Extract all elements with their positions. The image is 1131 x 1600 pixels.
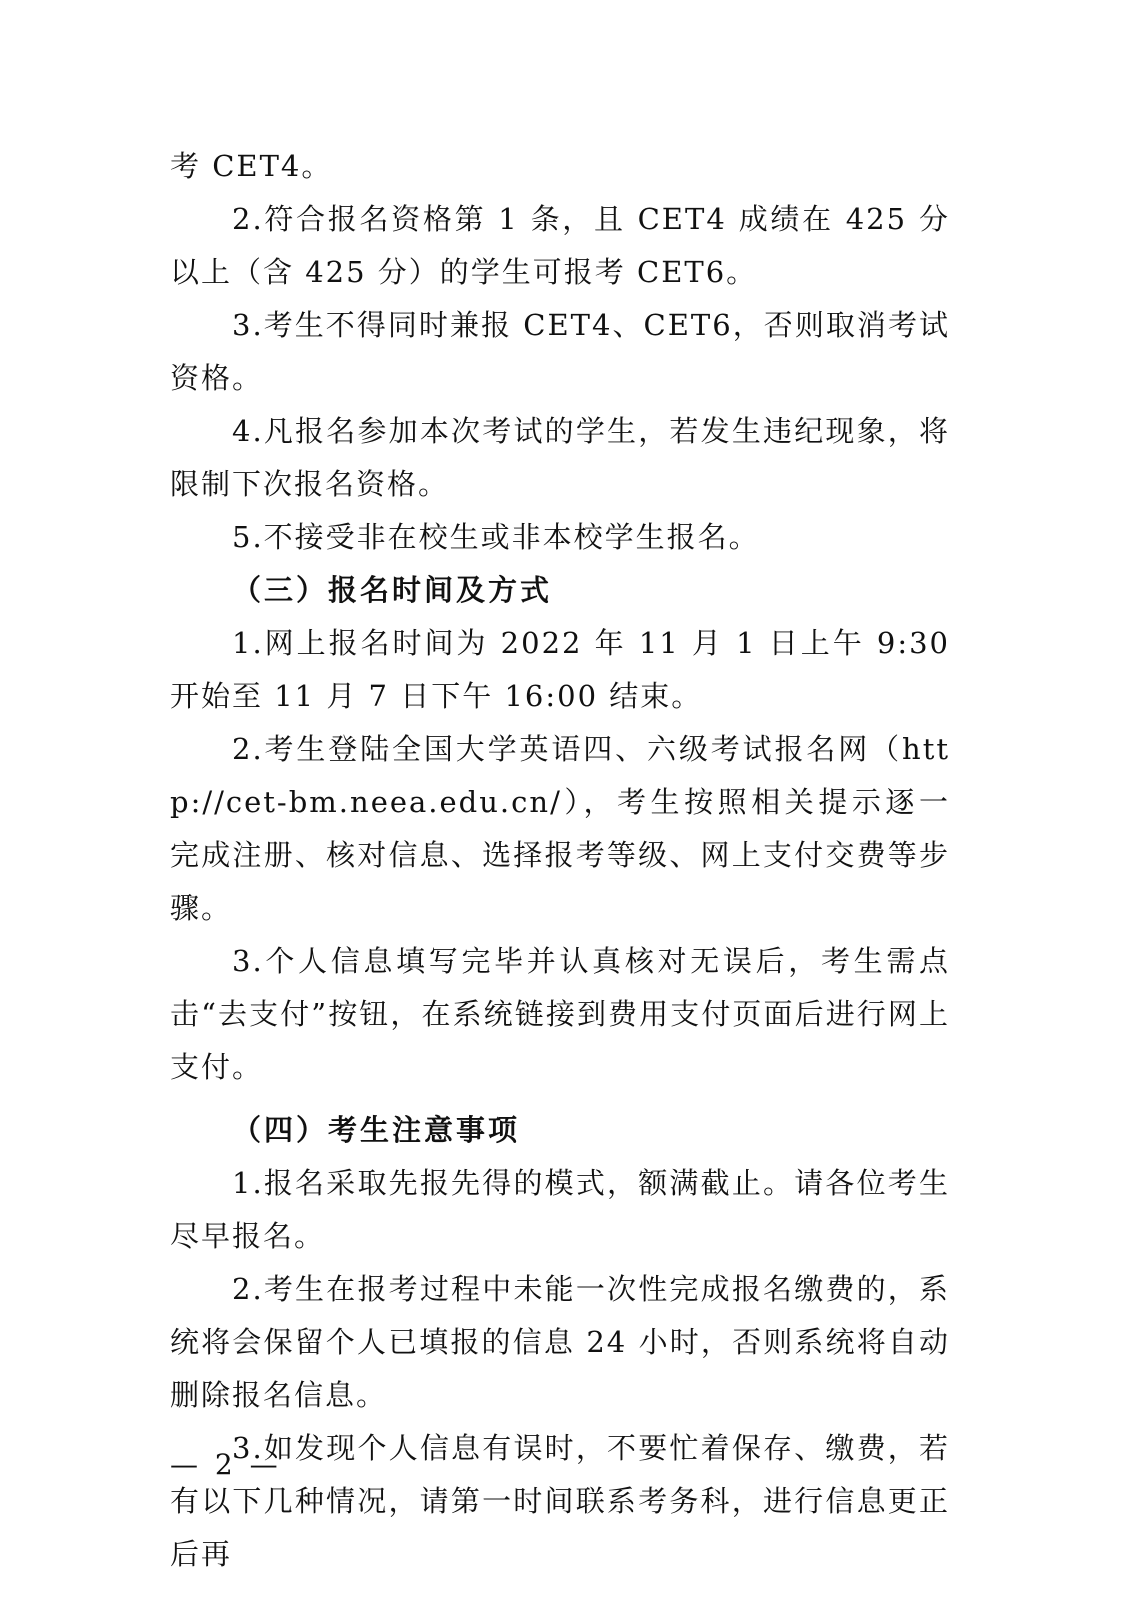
paragraph-no-dual-registration: 3.考生不得同时兼报 CET4、CET6，否则取消考试资格。 bbox=[170, 308, 950, 395]
paragraph-first-come-first-served: 1.报名采取先报先得的模式，额满截止。请各位考生尽早报名。 bbox=[170, 1166, 950, 1253]
paragraph-continuation: 考 CET4。 bbox=[170, 149, 333, 183]
document-body bbox=[170, 140, 950, 1581]
section-heading-notes: （四）考生注意事项 bbox=[232, 1113, 521, 1147]
paragraph-violation-limit: 4.凡报名参加本次考试的学生，若发生违纪现象，将限制下次报名资格。 bbox=[170, 414, 950, 501]
paragraph-payment-instructions: 3.个人信息填写完毕并认真核对无误后，考生需点击“去支付”按钮，在系统链接到费用支付页面后进行网上支付。 bbox=[170, 944, 950, 1084]
paragraph-registration-website: 2.考生登陆全国大学英语四、六级考试报名网（http://cet-bm.neea.edu.cn/），考生按照相关提示逐一完成注册、核对信息、选择报考等级、网上支付交费等步骤。 bbox=[170, 732, 950, 925]
paragraph-eligibility-cet6: 2.符合报名资格第 1 条，且 CET4 成绩在 425 分以上（含 425 分）的学生可报考 CET6。 bbox=[170, 202, 950, 289]
paragraph-online-registration-time: 1.网上报名时间为 2022 年 11 月 1 日上午 9:30 开始至 11 月 7 日下午 16:00 结束。 bbox=[170, 626, 950, 713]
page-number: — 2 — bbox=[170, 1448, 282, 1481]
section-heading-registration-time: （三）报名时间及方式 bbox=[232, 573, 553, 607]
paragraph-info-correction: 3.如发现个人信息有误时，不要忙着保存、缴费，若有以下几种情况，请第一时间联系考务科，进行信息更正后再 bbox=[170, 1431, 950, 1571]
paragraph-no-external-students: 5.不接受非在校生或非本校学生报名。 bbox=[232, 520, 760, 554]
paragraph-info-retention: 2.考生在报考过程中未能一次性完成报名缴费的，系统将会保留个人已填报的信息 24 小时，否则系统将自动删除报名信息。 bbox=[170, 1272, 950, 1412]
